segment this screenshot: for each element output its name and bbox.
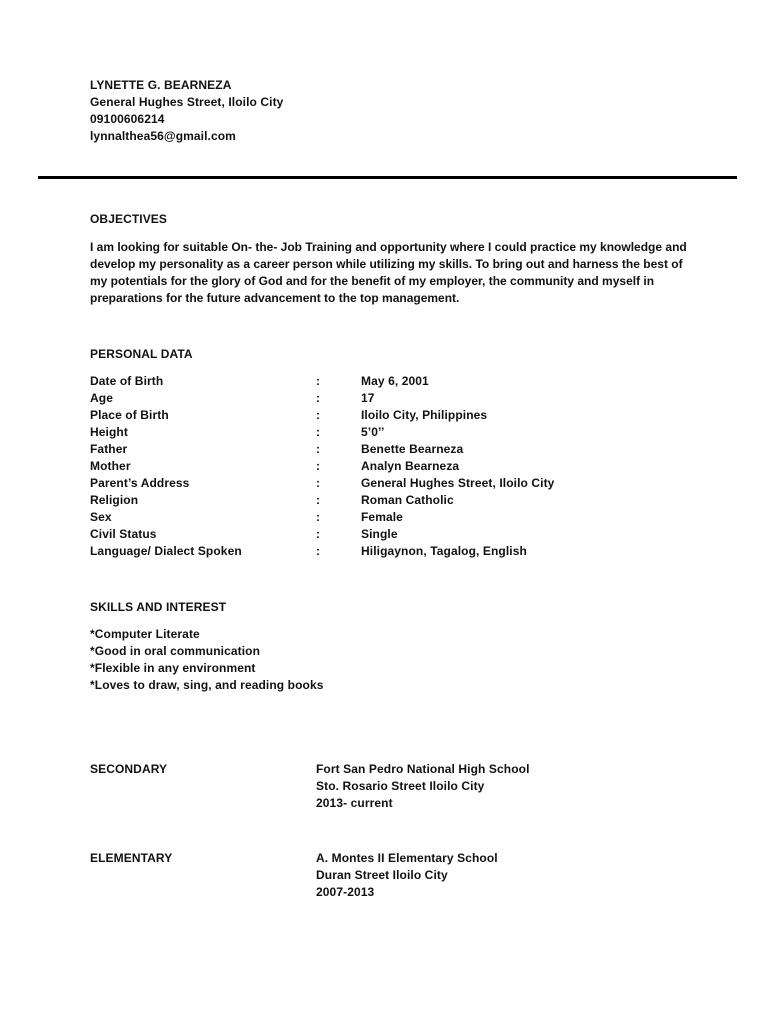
pd-value-height: 5’0’’: [361, 425, 385, 439]
pd-label-mother: Mother: [90, 459, 131, 473]
pd-value-date-of-birth: May 6, 2001: [361, 374, 429, 388]
elementary-heading: ELEMENTARY: [90, 851, 173, 865]
applicant-email: lynnalthea56@gmail.com: [90, 129, 236, 143]
pd-value-age: 17: [361, 391, 375, 405]
pd-separator: :: [316, 493, 321, 507]
pd-label-height: Height: [90, 425, 128, 439]
pd-separator: :: [316, 391, 321, 405]
pd-label-place-of-birth: Place of Birth: [90, 408, 169, 422]
pd-label-age: Age: [90, 391, 113, 405]
pd-label-date-of-birth: Date of Birth: [90, 374, 164, 388]
pd-separator: :: [316, 476, 321, 490]
objectives-text: I am looking for suitable On- the- Job Training and opportunity where I could practice my knowledge and develop my personality as a career person while utilizing my skills. To bring out and harness the best of my potentials for the glory of God and for the benefit of my employer, the community and myself in preparations for the future advancement to the top management.: [90, 240, 687, 305]
pd-label-religion: Religion: [90, 493, 139, 507]
pd-separator: :: [316, 544, 321, 558]
pd-value-father: Benette Bearneza: [361, 442, 464, 456]
pd-label-language: Language/ Dialect Spoken: [90, 544, 242, 558]
pd-separator: :: [316, 510, 321, 524]
secondary-school: Fort San Pedro National High School: [316, 762, 530, 776]
pd-separator: :: [316, 459, 321, 473]
pd-value-sex: Female: [361, 510, 403, 524]
pd-separator: :: [316, 442, 321, 456]
elementary-years: 2007-2013: [316, 885, 375, 899]
skill-item: *Flexible in any environment: [90, 661, 256, 675]
elementary-address: Duran Street Iloilo City: [316, 868, 448, 882]
pd-value-religion: Roman Catholic: [361, 493, 454, 507]
pd-value-place-of-birth: Iloilo City, Philippines: [361, 408, 488, 422]
skill-item: *Computer Literate: [90, 627, 200, 641]
secondary-years: 2013- current: [316, 796, 393, 810]
personal-data-heading: PERSONAL DATA: [90, 347, 193, 361]
applicant-phone: 09100606214: [90, 112, 165, 126]
pd-separator: :: [316, 408, 321, 422]
elementary-school: A. Montes II Elementary School: [316, 851, 498, 865]
pd-separator: :: [316, 425, 321, 439]
pd-value-parents-address: General Hughes Street, Iloilo City: [361, 476, 555, 490]
pd-separator: :: [316, 374, 321, 388]
pd-separator: :: [316, 527, 321, 541]
pd-label-parents-address: Parent’s Address: [90, 476, 190, 490]
secondary-heading: SECONDARY: [90, 762, 168, 776]
applicant-address: General Hughes Street, Iloilo City: [90, 95, 284, 109]
skills-heading: SKILLS AND INTEREST: [90, 600, 227, 614]
pd-label-civil-status: Civil Status: [90, 527, 157, 541]
header-divider: [38, 176, 737, 179]
pd-value-language: Hiligaynon, Tagalog, English: [361, 544, 527, 558]
objectives-heading: OBJECTIVES: [90, 212, 168, 226]
pd-label-father: Father: [90, 442, 128, 456]
skill-item: *Loves to draw, sing, and reading books: [90, 678, 324, 692]
secondary-address: Sto. Rosario Street Iloilo City: [316, 779, 485, 793]
pd-value-civil-status: Single: [361, 527, 398, 541]
pd-label-sex: Sex: [90, 510, 112, 524]
skill-item: *Good in oral communication: [90, 644, 261, 658]
pd-value-mother: Analyn Bearneza: [361, 459, 460, 473]
applicant-name: LYNETTE G. BEARNEZA: [90, 78, 232, 92]
